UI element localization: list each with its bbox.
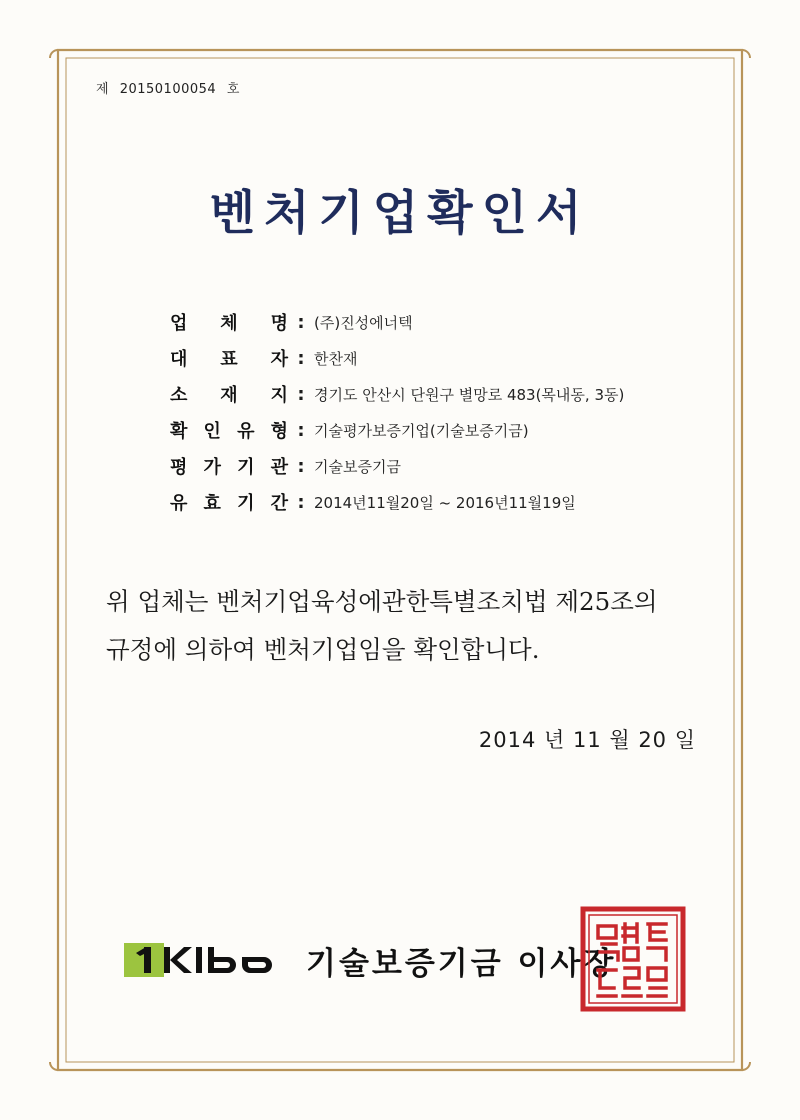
field-row <box>170 412 624 448</box>
field-label-char: 유 <box>170 493 188 514</box>
statement-line-2: 규정에 의하여 벤처기업임을 확인합니다. <box>106 635 540 664</box>
field-value: 기술보증기금 <box>314 457 401 476</box>
field-label <box>170 309 288 335</box>
field-separator: : <box>297 491 305 513</box>
field-row <box>170 340 624 376</box>
field-value: (주)진성에너텍 <box>314 313 413 332</box>
field-label-char: 재 <box>220 385 238 406</box>
issuer <box>124 936 616 984</box>
certificate-statement <box>106 578 726 674</box>
field-separator: : <box>297 347 305 369</box>
field-label-char: 명 <box>270 313 288 334</box>
field-label-char: 유 <box>237 421 255 442</box>
issuer-name: 기술보증기금 이사장 <box>306 945 617 982</box>
field-label-char: 인 <box>203 421 221 442</box>
certificate-number-prefix: 제 <box>96 82 110 97</box>
field-label-char: 관 <box>270 457 288 478</box>
field-value: 기술평가보증기업(기술보증기금) <box>314 421 529 440</box>
field-value: 2014년11월20일 ~ 2016년11월19일 <box>314 493 576 512</box>
field-label-char: 체 <box>220 313 238 334</box>
field-separator: : <box>297 419 305 441</box>
certificate-fields <box>170 304 624 520</box>
field-row <box>170 376 624 412</box>
field-label-char: 대 <box>170 349 188 370</box>
field-value: 경기도 안산시 단원구 별망로 483(목내동, 3동) <box>314 385 625 404</box>
field-row <box>170 484 624 520</box>
kibo-logo <box>124 937 290 983</box>
certificate-number-suffix: 호 <box>226 82 240 97</box>
field-label <box>170 345 288 371</box>
field-label-char: 소 <box>170 385 188 406</box>
field-label <box>170 489 288 515</box>
field-label-char: 평 <box>170 457 188 478</box>
official-seal <box>578 904 688 1014</box>
field-separator: : <box>297 311 305 333</box>
field-row <box>170 448 624 484</box>
certificate-number <box>96 78 246 97</box>
field-value: 한찬재 <box>314 349 358 368</box>
field-label-char: 간 <box>270 493 288 514</box>
field-label-char: 기 <box>237 493 255 514</box>
field-label-char: 효 <box>203 493 221 514</box>
field-label <box>170 417 288 443</box>
field-label-char: 형 <box>270 421 288 442</box>
issue-date: 2014 년 11 월 20 일 <box>478 728 696 752</box>
field-label-char: 표 <box>220 349 238 370</box>
statement-line-1: 위 업체는 벤처기업육성에관한특별조치법 제25조의 <box>106 587 658 616</box>
field-label-char: 업 <box>170 313 188 334</box>
certificate-title: 벤처기업확인서 <box>209 186 591 241</box>
field-label <box>170 453 288 479</box>
field-label <box>170 381 288 407</box>
field-label-char: 확 <box>170 421 188 442</box>
field-separator: : <box>297 383 305 405</box>
field-label-char: 기 <box>237 457 255 478</box>
field-label-char: 지 <box>270 385 288 406</box>
field-label-char: 가 <box>203 457 221 478</box>
field-label-char: 자 <box>270 349 288 370</box>
field-row <box>170 304 624 340</box>
field-separator: : <box>297 455 305 477</box>
certificate-number-value: 20150100054 <box>119 82 217 97</box>
